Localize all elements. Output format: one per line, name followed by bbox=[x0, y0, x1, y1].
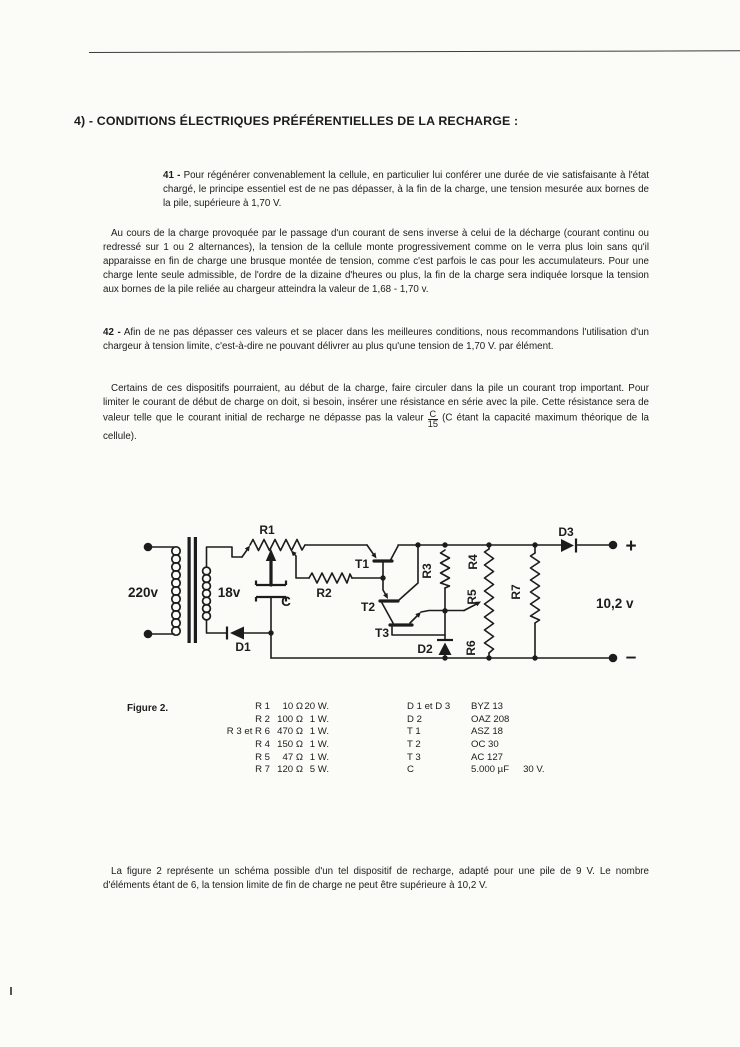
wiper-arrowhead bbox=[266, 549, 276, 561]
label-d1: D1 bbox=[235, 640, 251, 654]
label-t1: T1 bbox=[354, 557, 370, 571]
label-output-voltage: 10,2 v bbox=[596, 596, 634, 611]
label-primary-voltage: 220v bbox=[127, 585, 159, 600]
label-r5: R5 bbox=[465, 589, 479, 605]
circuit-schematic bbox=[0, 505, 740, 705]
schematic-wires bbox=[207, 545, 614, 658]
component-name: R 1 bbox=[255, 701, 270, 712]
paragraph-42 bbox=[103, 326, 649, 354]
plus-sign: + bbox=[625, 536, 637, 557]
component-name: R 3 et R 6 bbox=[226, 726, 270, 738]
scan-artifact bbox=[10, 987, 12, 995]
label-t2: T2 bbox=[360, 600, 376, 614]
component-value: ASZ 18 bbox=[471, 726, 503, 738]
label-r3: R3 bbox=[420, 563, 434, 579]
component-name: T 2 bbox=[407, 738, 421, 750]
fraction-c-over-15 bbox=[428, 410, 438, 430]
component-value: 150 Ω bbox=[277, 738, 303, 750]
table-row bbox=[407, 752, 545, 765]
label-r6: R6 bbox=[464, 640, 478, 656]
plus-terminal bbox=[609, 541, 618, 550]
fraction-numerator: C bbox=[429, 408, 437, 419]
figure-label: Figure 2. bbox=[127, 703, 169, 714]
label-r1: R1 bbox=[259, 523, 275, 537]
table-row bbox=[210, 752, 329, 765]
fraction-denominator: 15 bbox=[427, 419, 438, 430]
secondary-coil bbox=[203, 567, 211, 620]
component-value: 120 Ω bbox=[277, 764, 303, 776]
paragraph-42-text: Afin de ne pas dépasser ces valeurs et se placer dans les meilleures conditions, nous recommandons l'utilisation d'un chargeur à tension limite, c'est-à-dire ne pouvant délivrer au plus qu'une tension de 1,70 V. par élément. bbox=[103, 327, 649, 352]
component-value: 47 Ω bbox=[282, 751, 303, 763]
table-row bbox=[210, 714, 329, 727]
component-value: AC 127 bbox=[471, 751, 503, 763]
label-r4: R4 bbox=[466, 554, 480, 570]
paragraph-figure-note bbox=[103, 865, 649, 893]
junction-dots bbox=[268, 541, 617, 663]
component-name: R 7 bbox=[255, 764, 270, 776]
component-rating: 30 V. bbox=[523, 764, 545, 776]
component-value: 5.000 µF bbox=[471, 764, 510, 776]
component-rating: 20 W. bbox=[304, 701, 329, 712]
paragraph-figure-note-text: La figure 2 représente un schéma possible d'un tel dispositif de recharge, adapté pour une pile de 9 V. Le nombre d'éléments étant de 6, la tension limite de fin de charge ne peut être supérieure à 10,2 V. bbox=[103, 866, 649, 891]
component-rating: 1 W. bbox=[309, 726, 329, 738]
table-row bbox=[210, 764, 329, 777]
resistor-r4-r5-r6 bbox=[485, 549, 494, 653]
resistor-r1 bbox=[250, 540, 305, 551]
core-bar bbox=[194, 537, 197, 643]
paragraph-42-marker: 42 - bbox=[103, 327, 121, 338]
component-name: T 1 bbox=[407, 726, 421, 738]
component-name: D 2 bbox=[407, 713, 422, 725]
component-name: C bbox=[407, 764, 414, 776]
component-value: BYZ 13 bbox=[471, 701, 503, 712]
label-d2: D2 bbox=[417, 642, 433, 656]
table-row bbox=[210, 701, 329, 714]
label-d3: D3 bbox=[558, 525, 574, 539]
resistor-r2 bbox=[309, 573, 352, 583]
minus-sign: – bbox=[625, 647, 637, 668]
page-title: 4) - CONDITIONS ÉLECTRIQUES PRÉFÉRENTIELLES DE LA RECHARGE : bbox=[74, 114, 519, 128]
table-row bbox=[407, 739, 545, 752]
component-name: R 4 bbox=[255, 738, 270, 750]
minus-terminal bbox=[609, 654, 618, 663]
table-row bbox=[210, 739, 329, 752]
component-name: R 2 bbox=[255, 713, 270, 725]
table-row bbox=[407, 726, 545, 739]
core-bar bbox=[188, 537, 191, 643]
top-rule bbox=[89, 50, 740, 53]
paragraph-resistance-text-after: (C étant la capacité maximum théorique de la cellule). bbox=[103, 412, 649, 443]
label-r7: R7 bbox=[509, 584, 523, 600]
paragraph-resistance bbox=[103, 382, 649, 444]
component-value: 10 Ω bbox=[282, 701, 303, 712]
component-rating: 1 W. bbox=[309, 751, 329, 763]
diode-d3-icon bbox=[561, 539, 576, 553]
diode-d1-icon bbox=[227, 627, 244, 640]
table-row bbox=[407, 764, 545, 777]
component-rating: 1 W. bbox=[309, 713, 329, 725]
paragraph-41-marker: 41 - bbox=[163, 170, 181, 181]
table-row bbox=[210, 726, 329, 739]
component-name: T 3 bbox=[407, 751, 421, 763]
component-name: D 1 et D 3 bbox=[407, 701, 451, 712]
diode-d2-icon bbox=[437, 640, 453, 655]
component-rating: 5 W. bbox=[309, 764, 329, 776]
label-t3: T3 bbox=[374, 626, 390, 640]
paragraph-41 bbox=[163, 169, 649, 211]
table-row bbox=[407, 714, 545, 727]
component-table-left bbox=[210, 701, 329, 777]
primary-coil bbox=[172, 547, 180, 635]
component-value: OAZ 208 bbox=[471, 713, 510, 725]
table-row bbox=[407, 701, 545, 714]
component-rating: 1 W. bbox=[309, 738, 329, 750]
component-value: 470 Ω bbox=[277, 726, 303, 738]
component-value: OC 30 bbox=[471, 738, 499, 750]
paragraph-charge bbox=[103, 227, 649, 297]
component-name: R 5 bbox=[255, 751, 270, 763]
component-table-right bbox=[407, 701, 545, 777]
label-secondary-voltage: 18v bbox=[217, 585, 241, 600]
paragraph-41-text: Pour régénérer convenablement la cellule, en particulier lui conférer une durée de vie satisfaisante à l'état chargé, le principe essentiel est de ne pas dépasser, à la fin de la charge, une tension mesurée aux bornes de la pile, supérieure à 1,70 V. bbox=[163, 170, 649, 209]
label-r2: R2 bbox=[316, 586, 332, 600]
resistor-r3 bbox=[441, 550, 450, 588]
label-capacitor: C bbox=[281, 594, 291, 609]
paragraph-resistance-text-before: Certains de ces dispositifs pourraient, au début de la charge, faire circuler dans la pile un courant trop important. Pour limiter le courant de début de charge on doit, si besoin, insérer une résistance en série avec la pile. Cette résistance sera de valeur telle que le courant initial de recharge ne dépasse pas la valeur bbox=[103, 383, 649, 424]
paragraph-charge-text: Au cours de la charge provoquée par le passage d'un courant de sens inverse à celui de la décharge (courant continu ou redressé sur 1 ou 2 alternances), la tension de la cellule monte progressivement comme on le verra plus loin sans qu'il apparaisse en fin de charge une brusque montée de tension, comme c'est parfois le cas pour les accumulateurs. Pour une charge lente seule admissible, de l'ordre de la dizaine d'heures ou plus, la fin de la charge sera indiquée lorsque la tension aux bornes de la pile reliée au chargeur atteindra la valeur de 1,68 - 1,70 v. bbox=[103, 228, 649, 295]
resistor-r7 bbox=[531, 553, 540, 623]
component-value: 100 Ω bbox=[277, 713, 303, 725]
